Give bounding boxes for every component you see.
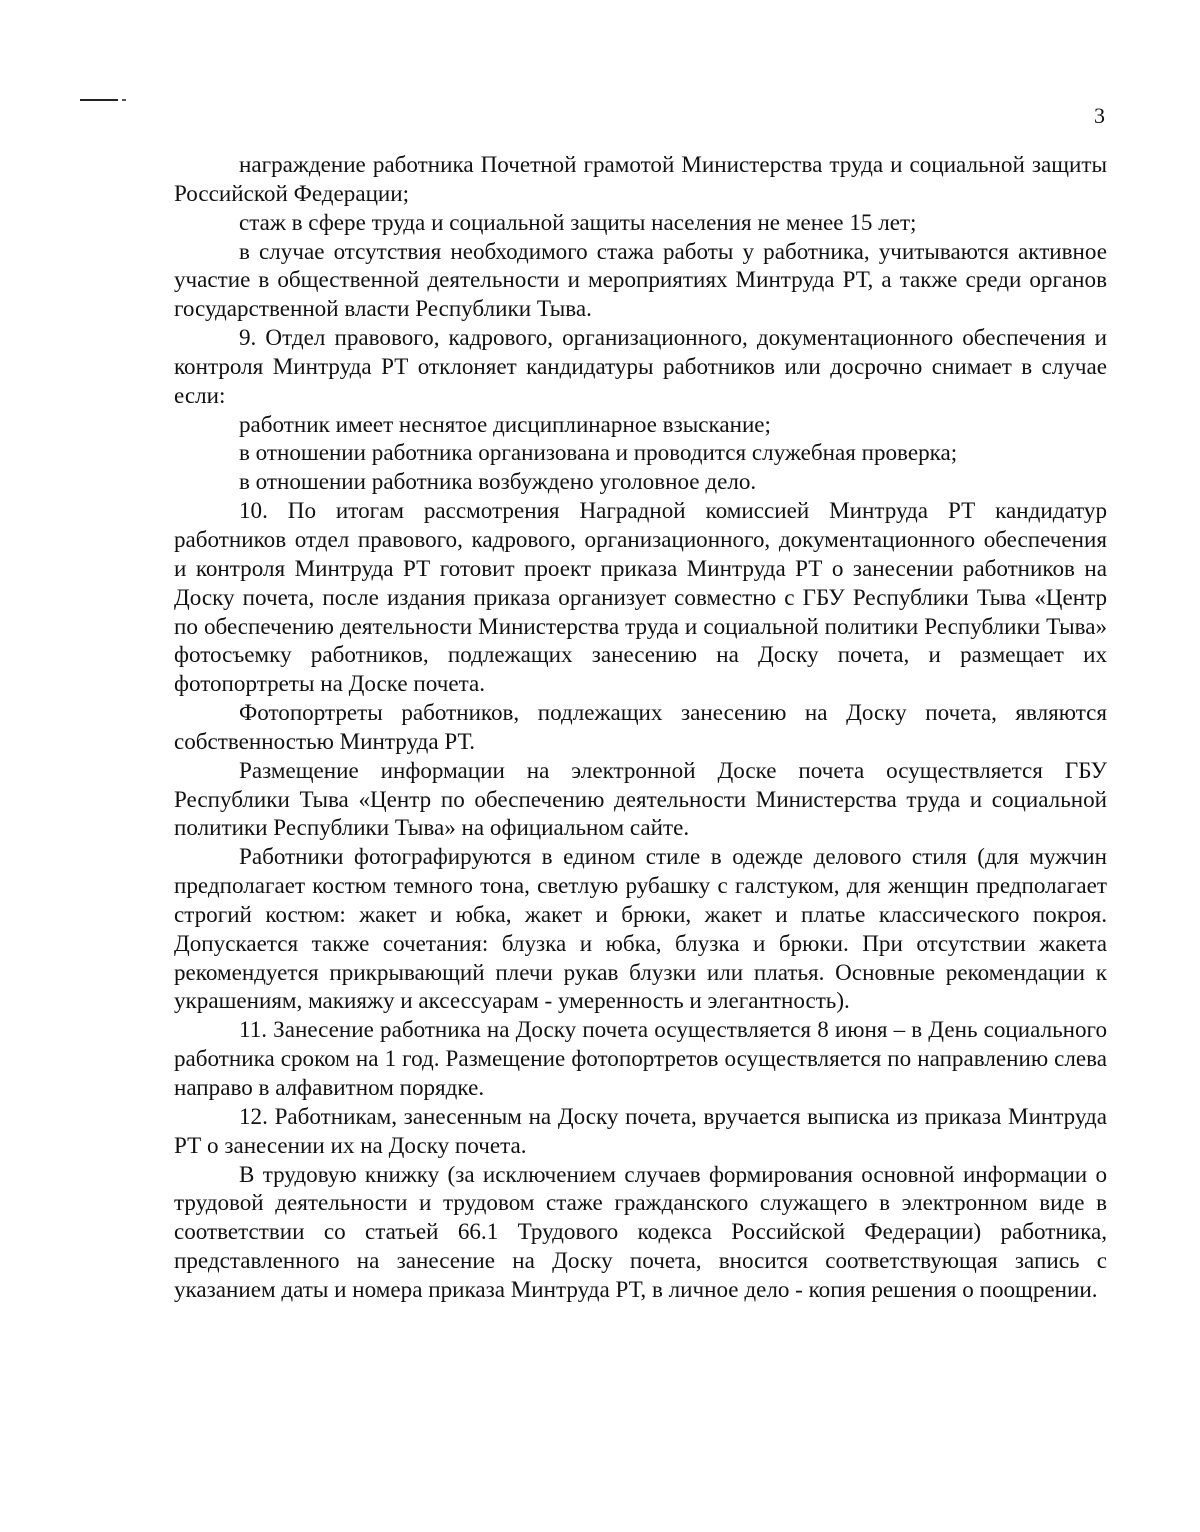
paragraph-disciplinary-penalty: работник имеет неснятое дисциплинарное взыскание; — [239, 410, 771, 437]
paragraph-item-10: 10. По итогам рассмотрения Наградной комиссией Минтруда РТ кандидатур работников отдел правового, кадрового, организационного, документационного обеспечения и контроля Минтруда РТ готовит проект приказа Минтруда РТ о занесении работников на Доску почета, после издания приказа организует совместно с ГБУ Республики Тыва «Центр по обеспечению деятельности Министерства труда и социальной политики Республики Тыва» фотосъемку работников, подлежащих занесению на Доску почета, и размещает их фотопортреты на Доске почета. — [174, 497, 1107, 697]
scan-margin-mark — [80, 99, 118, 101]
paragraph-dress-code: Работники фотографируются в едином стиле в одежде делового стиля (для мужчин предполагает костюм темного тона, светлую рубашку с галстуком, для женщин предполагает строгий костюм: жакет и юбка, жакет и брюки, жакет и платье классического покроя. Допускается также сочетания: блузка и юбка, блузка и брюки. При отсутствии жакета рекомендуется прикрывающий плечи рукав блузки или платья. Основные рекомендации к украшениям, макияжу и аксессуарам - умеренность и элегантность). — [174, 843, 1107, 1014]
page-number: 3 — [1094, 103, 1105, 128]
paragraph-work-experience: стаж в сфере труда и социальной защиты населения не менее 15 лет; — [239, 208, 917, 235]
paragraph-electronic-board: Размещение информации на электронной Доске почета осуществляется ГБУ Республики Тыва «Центр по обеспечению деятельности Министерства труда и социальной политики Республики Тыва» на официальном сайте. — [174, 756, 1107, 841]
paragraph-item-11: 11. Занесение работника на Доску почета осуществляется 8 июня – в День социального работника сроком на 1 год. Размещение фотопортретов осуществляется по направлению слева направо в алфавитном порядке. — [174, 1016, 1107, 1100]
paragraph-item-12: 12. Работникам, занесенным на Доску почета, вручается выписка из приказа Минтруда РТ о занесении их на Доску почета. — [174, 1102, 1107, 1158]
paragraph-item-9: 9. Отдел правового, кадрового, организационного, документационного обеспечения и контроля Минтруда РТ отклоняет кандидатуры работников или досрочно снимает в случае если: — [174, 324, 1107, 408]
paragraph-award-certificate: награждение работника Почетной грамотой Министерства труда и социальной защиты Российской Федерации; — [174, 151, 1107, 206]
paragraph-employment-record: В трудовую книжку (за исключением случаев формирования основной информации о трудовой деятельности и трудовом стаже гражданского служащего в электронном виде в соответствии со статьей 66.1 Трудового кодекса Российской Федерации) работника, представленного на занесение на Доску почета, вносится соответствующая запись с указанием даты и номера приказа Минтруда РТ, в личное дело - копия решения о поощрении. — [174, 1160, 1107, 1302]
paragraph-lack-of-experience: в случае отсутствия необходимого стажа работы у работника, учитываются активное участие в общественной деятельности и мероприятиях Минтруда РТ, а также среди органов государственной власти Республики Тыва. — [174, 237, 1107, 322]
paragraph-official-inspection: в отношении работника организована и проводится служебная проверка; — [239, 439, 958, 466]
paragraph-photo-ownership: Фотопортреты работников, подлежащих занесению на Доску почета, являются собственностью Минтруда РТ. — [174, 699, 1107, 754]
paragraph-criminal-case: в отношении работника возбуждено уголовное дело. — [239, 468, 757, 495]
document-body — [174, 150, 1107, 1304]
